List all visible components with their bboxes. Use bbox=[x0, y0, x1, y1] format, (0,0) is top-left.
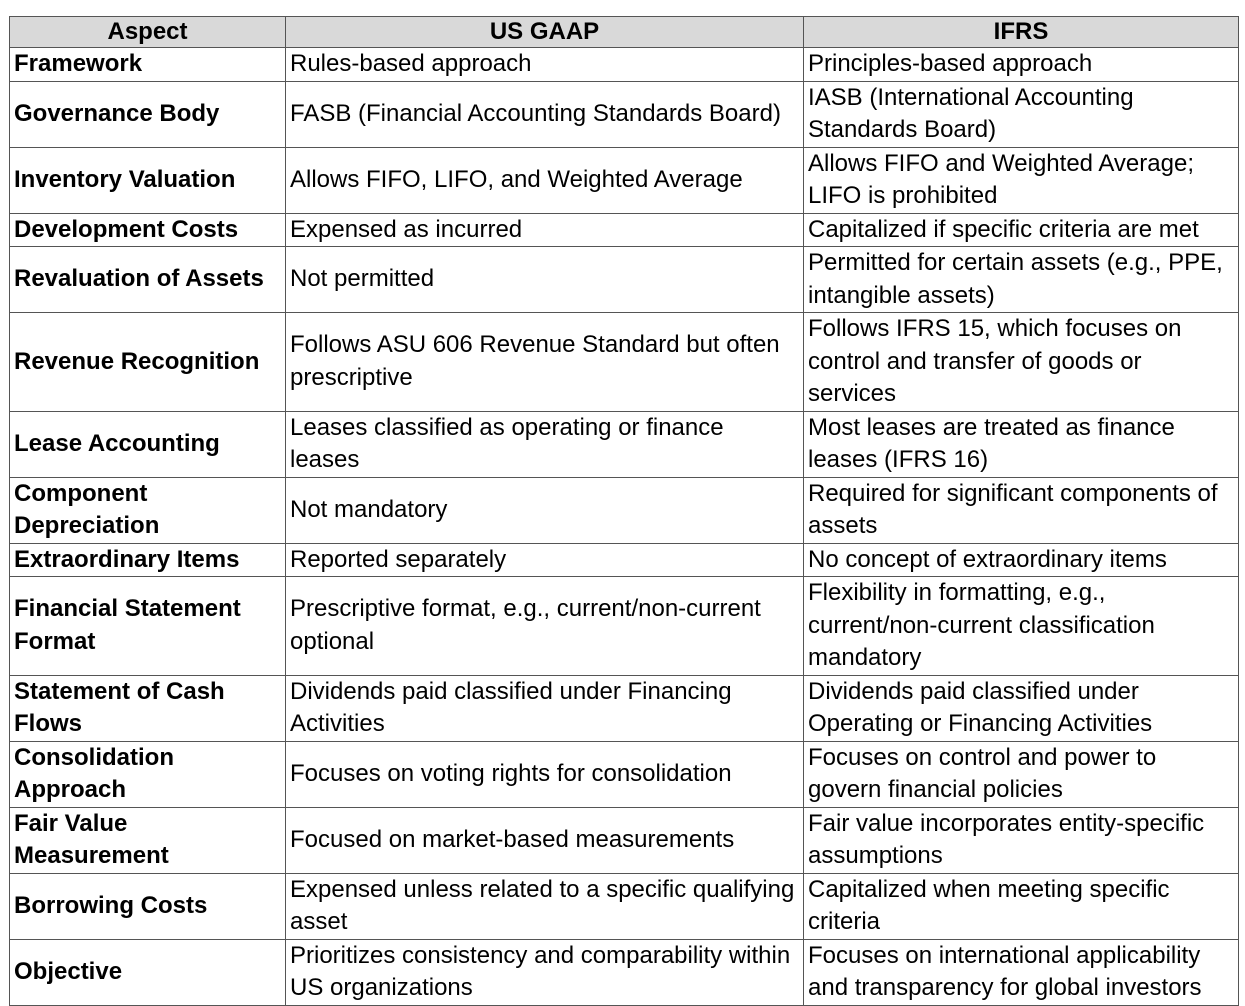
us-gaap-cell: Not permitted bbox=[286, 247, 804, 313]
ifrs-cell: Focuses on international applicability and transparency for global investors bbox=[804, 939, 1239, 1005]
aspect-cell: Inventory Valuation bbox=[10, 147, 286, 213]
header-us-gaap: US GAAP bbox=[286, 17, 804, 48]
ifrs-cell: Flexibility in formatting, e.g., current/non-current classification mandatory bbox=[804, 577, 1239, 676]
table-row bbox=[10, 411, 1239, 477]
aspect-cell: Governance Body bbox=[10, 81, 286, 147]
table-row bbox=[10, 543, 1239, 577]
header-ifrs: IFRS bbox=[804, 17, 1239, 48]
table-row bbox=[10, 213, 1239, 247]
us-gaap-cell: FASB (Financial Accounting Standards Board) bbox=[286, 81, 804, 147]
ifrs-cell: Fair value incorporates entity-specific assumptions bbox=[804, 807, 1239, 873]
aspect-cell: Objective bbox=[10, 939, 286, 1005]
ifrs-cell: No concept of extraordinary items bbox=[804, 543, 1239, 577]
ifrs-cell: Focuses on control and power to govern financial policies bbox=[804, 741, 1239, 807]
ifrs-cell: Required for significant components of assets bbox=[804, 477, 1239, 543]
table-row bbox=[10, 675, 1239, 741]
us-gaap-cell: Focuses on voting rights for consolidation bbox=[286, 741, 804, 807]
aspect-cell: Framework bbox=[10, 48, 286, 82]
aspect-cell: Fair Value Measurement bbox=[10, 807, 286, 873]
table-row bbox=[10, 477, 1239, 543]
table-row bbox=[10, 873, 1239, 939]
comparison-table bbox=[9, 16, 1239, 1006]
ifrs-cell: Allows FIFO and Weighted Average; LIFO is prohibited bbox=[804, 147, 1239, 213]
us-gaap-cell: Reported separately bbox=[286, 543, 804, 577]
ifrs-cell: Follows IFRS 15, which focuses on control and transfer of goods or services bbox=[804, 313, 1239, 412]
us-gaap-cell: Leases classified as operating or finance leases bbox=[286, 411, 804, 477]
aspect-cell: Consolidation Approach bbox=[10, 741, 286, 807]
us-gaap-cell: Prescriptive format, e.g., current/non-current optional bbox=[286, 577, 804, 676]
aspect-cell: Extraordinary Items bbox=[10, 543, 286, 577]
aspect-cell: Lease Accounting bbox=[10, 411, 286, 477]
us-gaap-cell: Prioritizes consistency and comparability within US organizations bbox=[286, 939, 804, 1005]
us-gaap-cell: Follows ASU 606 Revenue Standard but often prescriptive bbox=[286, 313, 804, 412]
aspect-cell: Development Costs bbox=[10, 213, 286, 247]
aspect-cell: Statement of Cash Flows bbox=[10, 675, 286, 741]
aspect-cell: Revenue Recognition bbox=[10, 313, 286, 412]
header-aspect: Aspect bbox=[10, 17, 286, 48]
us-gaap-cell: Rules-based approach bbox=[286, 48, 804, 82]
table-row bbox=[10, 247, 1239, 313]
ifrs-cell: Capitalized if specific criteria are met bbox=[804, 213, 1239, 247]
us-gaap-cell: Dividends paid classified under Financing Activities bbox=[286, 675, 804, 741]
ifrs-cell: Principles-based approach bbox=[804, 48, 1239, 82]
us-gaap-cell: Not mandatory bbox=[286, 477, 804, 543]
aspect-cell: Borrowing Costs bbox=[10, 873, 286, 939]
table-row bbox=[10, 48, 1239, 82]
header-row bbox=[10, 17, 1239, 48]
us-gaap-cell: Expensed as incurred bbox=[286, 213, 804, 247]
us-gaap-cell: Allows FIFO, LIFO, and Weighted Average bbox=[286, 147, 804, 213]
table-row bbox=[10, 577, 1239, 676]
us-gaap-cell: Expensed unless related to a specific qualifying asset bbox=[286, 873, 804, 939]
table-row bbox=[10, 741, 1239, 807]
ifrs-cell: Dividends paid classified under Operating or Financing Activities bbox=[804, 675, 1239, 741]
table-row bbox=[10, 807, 1239, 873]
aspect-cell: Component Depreciation bbox=[10, 477, 286, 543]
ifrs-cell: Capitalized when meeting specific criteria bbox=[804, 873, 1239, 939]
aspect-cell: Revaluation of Assets bbox=[10, 247, 286, 313]
us-gaap-cell: Focused on market-based measurements bbox=[286, 807, 804, 873]
ifrs-cell: Permitted for certain assets (e.g., PPE, intangible assets) bbox=[804, 247, 1239, 313]
ifrs-cell: Most leases are treated as finance leases (IFRS 16) bbox=[804, 411, 1239, 477]
table-row bbox=[10, 147, 1239, 213]
table-row bbox=[10, 313, 1239, 412]
table-row bbox=[10, 939, 1239, 1005]
aspect-cell: Financial Statement Format bbox=[10, 577, 286, 676]
table-row bbox=[10, 81, 1239, 147]
ifrs-cell: IASB (International Accounting Standards Board) bbox=[804, 81, 1239, 147]
